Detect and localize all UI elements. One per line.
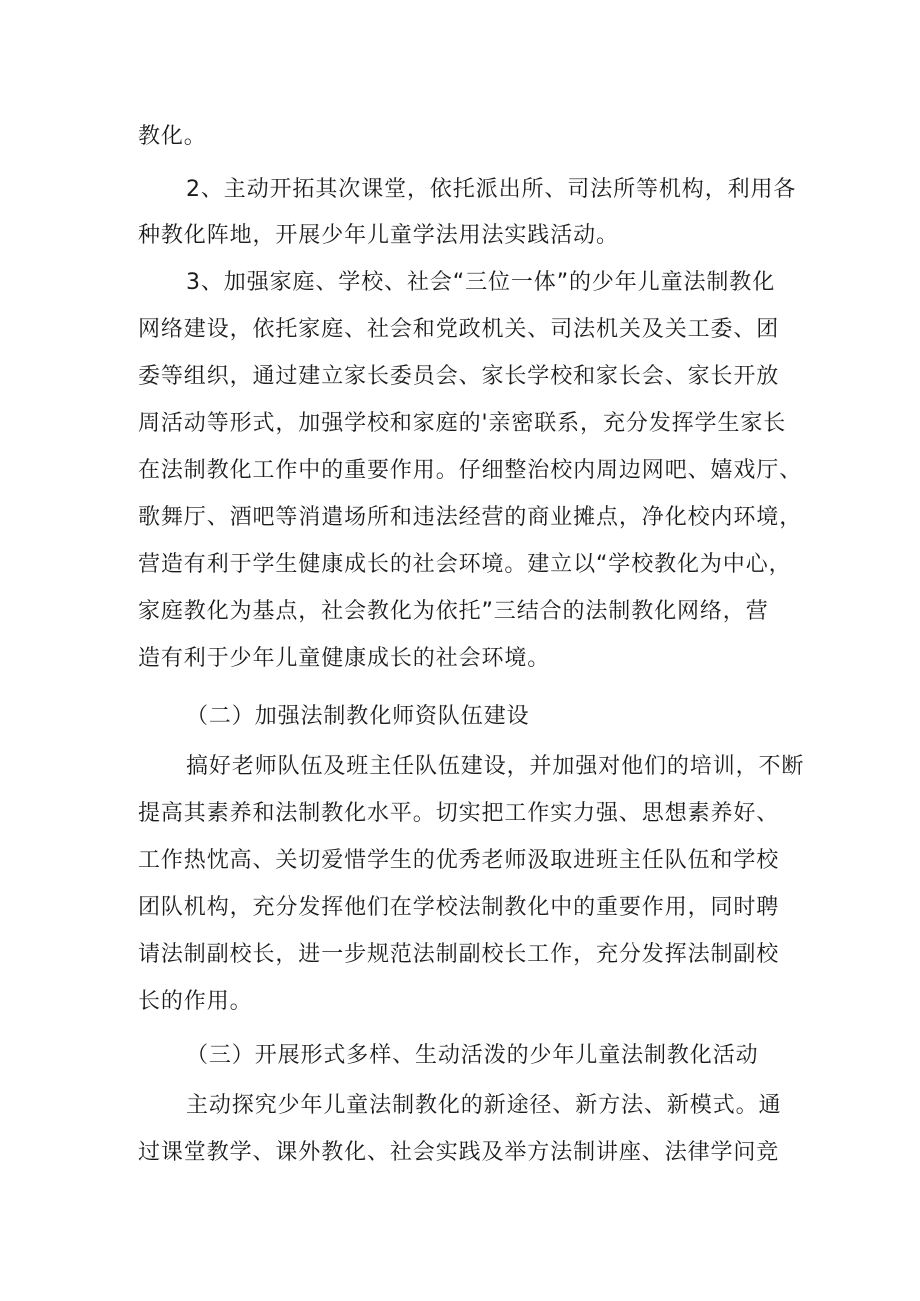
- text-line: 种教化阵地，开展少年儿童学法用法实践活动。: [138, 223, 619, 248]
- section-heading: （三）开展形式多样、生动活泼的少年儿童法制教化活动: [186, 1043, 759, 1068]
- text-line: 工作热忱高、关切爱惜学生的优秀老师汲取进班主任队伍和学校: [138, 848, 780, 873]
- text-line: 2、主动开拓其次课堂，依托派出所、司法所等机构，利用各: [186, 177, 797, 202]
- text-line: 提高其素养和法制教化水平。切实把工作实力强、思想素养好、: [138, 801, 780, 826]
- text-line: 在法制教化工作中的重要作用。仔细整治校内周边网吧、嬉戏厅、: [138, 458, 803, 483]
- text-line: 搞好老师队伍及班主任队伍建设，并加强对他们的培训，不断: [186, 754, 805, 779]
- section-heading: （二）加强法制教化师资队伍建设: [186, 704, 530, 729]
- text-line: 歌舞厅、酒吧等消遣场所和违法经营的商业摊点，净化校内环境，: [138, 505, 803, 530]
- text-line: 请法制副校长，进一步规范法制副校长工作，充分发挥法制副校: [138, 942, 780, 967]
- text-line: 过课堂教学、课外教化、社会实践及举方法制讲座、法律学问竞: [138, 1140, 780, 1165]
- text-line: 家庭教化为基点，社会教化为依托”三结合的法制教化网络，营: [138, 599, 769, 624]
- text-line: 长的作用。: [138, 989, 253, 1014]
- text-line: 周活动等形式，加强学校和家庭的'亲密联系，充分发挥学生家长: [138, 411, 787, 436]
- text-line: 主动探究少年儿童法制教化的新途径、新方法、新模式。通: [186, 1093, 782, 1118]
- text-line: 团队机构，充分发挥他们在学校法制教化中的重要作用，同时聘: [138, 895, 780, 920]
- text-line: 教化。: [138, 124, 207, 149]
- text-line: 3、加强家庭、学校、社会“三位一体”的少年儿童法制教化: [186, 270, 776, 295]
- text-line: 委等组织，通过建立家长委员会、家长学校和家长会、家长开放: [138, 364, 780, 389]
- text-line: 造有利于少年儿童健康成长的社会环境。: [138, 646, 551, 671]
- text-line: 网络建设，依托家庭、社会和党政机关、司法机关及关工委、团: [138, 317, 780, 342]
- text-line: 营造有利于学生健康成长的社会环境。建立以“学校教化为中心，: [138, 552, 792, 577]
